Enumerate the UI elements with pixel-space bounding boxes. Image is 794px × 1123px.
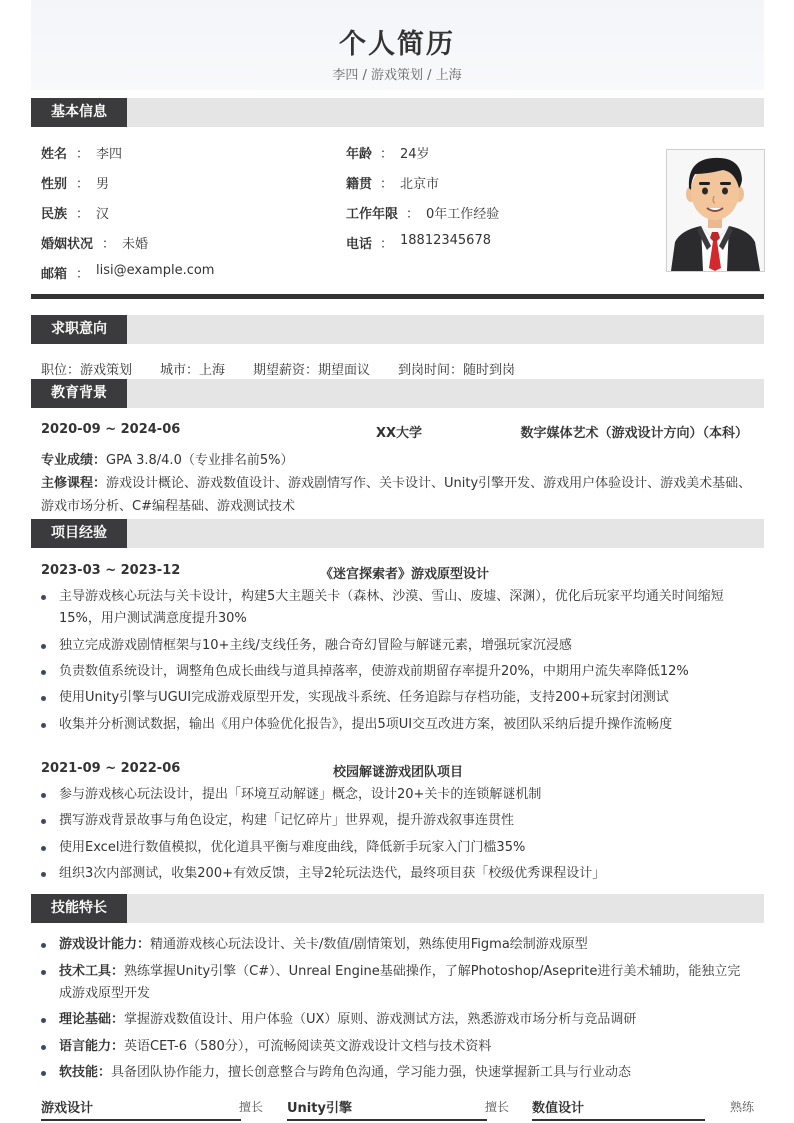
- courses-label: 主修课程：: [41, 476, 107, 491]
- section-basic-title: 基本信息: [31, 98, 127, 127]
- bullet-dot-icon: [41, 696, 46, 701]
- skill-item-text: 英语CET-6（580分），可流畅阅读英文游戏设计文档与技术资料: [124, 1039, 492, 1054]
- bullet-dot-icon: [41, 644, 46, 649]
- skill-item-text: 精通游戏核心玩法设计、关卡/数值/剧情策划，熟练使用Figma绘制游戏原型: [150, 937, 588, 952]
- name-label: 姓名: [41, 147, 68, 162]
- skill-item-label: 理论基础：: [59, 1012, 125, 1027]
- experience-value: 0年工作经验: [426, 207, 500, 222]
- page-title: 个人简历: [339, 29, 455, 60]
- education-period: 2020-09 ~ 2024-06: [41, 422, 181, 437]
- bullet-dot-icon: [41, 1018, 46, 1023]
- bullet-dot-icon: [41, 819, 46, 824]
- bullet-dot-icon: [41, 846, 46, 851]
- skill-level-name: Unity引擎: [287, 1101, 352, 1116]
- bullet-dot-icon: [41, 595, 46, 600]
- bullet-text: 收集并分析测试数据，输出《用户体验优化报告》，提出5项UI交互改进方案，被团队采纳后提升操作流畅度: [59, 717, 673, 732]
- gpa-value: GPA 3.8/4.0（专业排名前5%）: [106, 453, 294, 468]
- profile-photo: [666, 149, 765, 272]
- skill-item-text: 掌握游戏数值设计、用户体验（UX）原则、游戏测试方法，熟悉游戏市场分析与竞品调研: [124, 1012, 637, 1027]
- bullet-text: 15%，用户测试满意度提升30%: [59, 611, 247, 626]
- bullet-dot-icon: [41, 943, 46, 948]
- email-value[interactable]: lisi@example.com: [96, 263, 215, 278]
- bullet-text: 主导游戏核心玩法与关卡设计，构建5大主题关卡（森林、沙漠、雪山、废墟、深渊），优化后玩家平均通关时间缩短: [59, 589, 724, 604]
- avatar-illustration: [667, 150, 764, 271]
- ethnicity-label: 民族: [41, 207, 68, 222]
- section-intent-bar: [31, 315, 764, 344]
- skill-item-text: 熟练掌握Unity引擎（C#）、Unreal Engine基础操作，了解Photoshop/Aseprite进行美术辅助，能独立完成游戏原型开发: [59, 964, 741, 1001]
- bullet-dot-icon: [41, 1045, 46, 1050]
- project-2-period: 2021-09 ~ 2022-06: [41, 761, 181, 776]
- section-intent-title: 求职意向: [31, 315, 127, 344]
- experience-colon: ：: [406, 207, 420, 222]
- skill-level-name: 数值设计: [532, 1101, 585, 1116]
- bullet-text: 参与游戏核心玩法设计，提出「环境互动解谜」概念，设计20+关卡的连锁解谜机制: [59, 787, 542, 802]
- section-divider: [31, 294, 764, 299]
- hometown-value: 北京市: [400, 177, 440, 192]
- gender-value: 男: [96, 177, 110, 192]
- skill-level-name: 游戏设计: [41, 1101, 94, 1116]
- skill-level-text: 熟练: [729, 1100, 754, 1114]
- page-subtitle: 李四 / 游戏策划 / 上海: [332, 68, 462, 83]
- bullet-dot-icon: [41, 970, 46, 975]
- age-value: 24岁: [400, 147, 430, 162]
- gpa-label: 专业成绩：: [41, 453, 107, 468]
- intent-salary: 期望薪资：期望面议: [253, 363, 371, 378]
- marital-colon: ：: [102, 237, 116, 252]
- bullet-dot-icon: [41, 723, 46, 728]
- email-colon: ：: [76, 267, 90, 282]
- education-major: 数字媒体艺术（游戏设计方向）（本科）: [520, 426, 748, 441]
- section-skills-bar: [31, 894, 764, 923]
- name-value: 李四: [96, 147, 123, 162]
- hometown-colon: ：: [380, 177, 394, 192]
- courses-line-2: 游戏市场分析、C#编程基础、游戏测试技术: [41, 499, 295, 514]
- project-2-name: 校园解谜游戏团队项目: [333, 765, 464, 780]
- section-education-title: 教育背景: [31, 379, 127, 408]
- bullet-dot-icon: [41, 793, 46, 798]
- skill-level-bar: [287, 1119, 487, 1121]
- bullet-text: 使用Unity引擎与UGUI完成游戏原型开发，实现战斗系统、任务追踪与存档功能，支持200+玩家封闭测试: [59, 690, 669, 705]
- bullet-text: 独立完成游戏剧情框架与10+主线/支线任务，融合奇幻冒险与解谜元素，增强玩家沉浸感: [59, 638, 572, 653]
- phone-value: 18812345678: [400, 233, 491, 248]
- section-basic-bar: [31, 98, 764, 127]
- name-colon: ：: [76, 147, 90, 162]
- skill-level-text: 擅长: [238, 1100, 263, 1114]
- marital-label: 婚姻状况: [41, 237, 94, 252]
- skill-item-text: 具备团队协作能力，擅长创意整合与跨角色沟通，学习能力强，快速掌握新工具与行业动态: [111, 1065, 632, 1080]
- section-education-bar: [31, 379, 764, 408]
- project-1-period: 2023-03 ~ 2023-12: [41, 563, 181, 578]
- intent-city: 城市：上海: [160, 363, 226, 378]
- experience-label: 工作年限: [346, 207, 399, 222]
- gender-colon: ：: [76, 177, 90, 192]
- bullet-dot-icon: [41, 872, 46, 877]
- skill-level-bar: [41, 1119, 241, 1121]
- bullet-text: 使用Excel进行数值模拟，优化道具平衡与难度曲线，降低新手玩家入门门槛35%: [59, 840, 526, 855]
- bullet-text: 组织3次内部测试，收集200+有效反馈，主导2轮玩法迭代，最终项目获「校级优秀课程设计」: [59, 866, 606, 881]
- skill-level-item: [287, 1097, 517, 1121]
- phone-label: 电话: [346, 237, 373, 252]
- bullet-text: 负责数值系统设计，调整角色成长曲线与道具掉落率，使游戏前期留存率提升20%，中期用户流失率降低12%: [59, 664, 689, 679]
- bullet-dot-icon: [41, 1071, 46, 1076]
- skill-item-label: 语言能力：: [59, 1039, 125, 1054]
- hometown-label: 籍贯: [346, 177, 373, 192]
- age-colon: ：: [380, 147, 394, 162]
- skill-level-item: [41, 1097, 271, 1121]
- ethnicity-colon: ：: [76, 207, 90, 222]
- marital-value: 未婚: [122, 237, 149, 252]
- section-projects-bar: [31, 519, 764, 548]
- bullet-text: 撰写游戏背景故事与角色设定，构建「记忆碎片」世界观，提升游戏叙事连贯性: [59, 813, 515, 828]
- email-label: 邮箱: [41, 267, 68, 282]
- section-projects-title: 项目经验: [31, 519, 127, 548]
- section-skills-title: 技能特长: [31, 894, 127, 923]
- age-label: 年龄: [346, 147, 373, 162]
- courses-line-1: 游戏设计概论、游戏数值设计、游戏剧情写作、关卡设计、Unity引擎开发、游戏用户体验设计、游戏美术基础、: [106, 476, 752, 491]
- phone-colon: ：: [380, 237, 394, 252]
- education-school: XX大学: [376, 426, 423, 441]
- ethnicity-value: 汉: [96, 207, 110, 222]
- skill-level-bar: [532, 1119, 705, 1121]
- gender-label: 性别: [41, 177, 68, 192]
- intent-arrival: 到岗时间：随时到岗: [398, 363, 516, 378]
- skill-item-label: 技术工具：: [59, 964, 125, 979]
- intent-position: 职位：游戏策划: [41, 363, 133, 378]
- skill-level-text: 擅长: [484, 1100, 509, 1114]
- bullet-dot-icon: [41, 670, 46, 675]
- skill-item-label: 软技能：: [59, 1065, 112, 1080]
- skill-item-label: 游戏设计能力：: [59, 937, 151, 952]
- project-1-name: 《迷宫探索者》游戏原型设计: [320, 567, 490, 582]
- skill-level-item: [532, 1097, 762, 1121]
